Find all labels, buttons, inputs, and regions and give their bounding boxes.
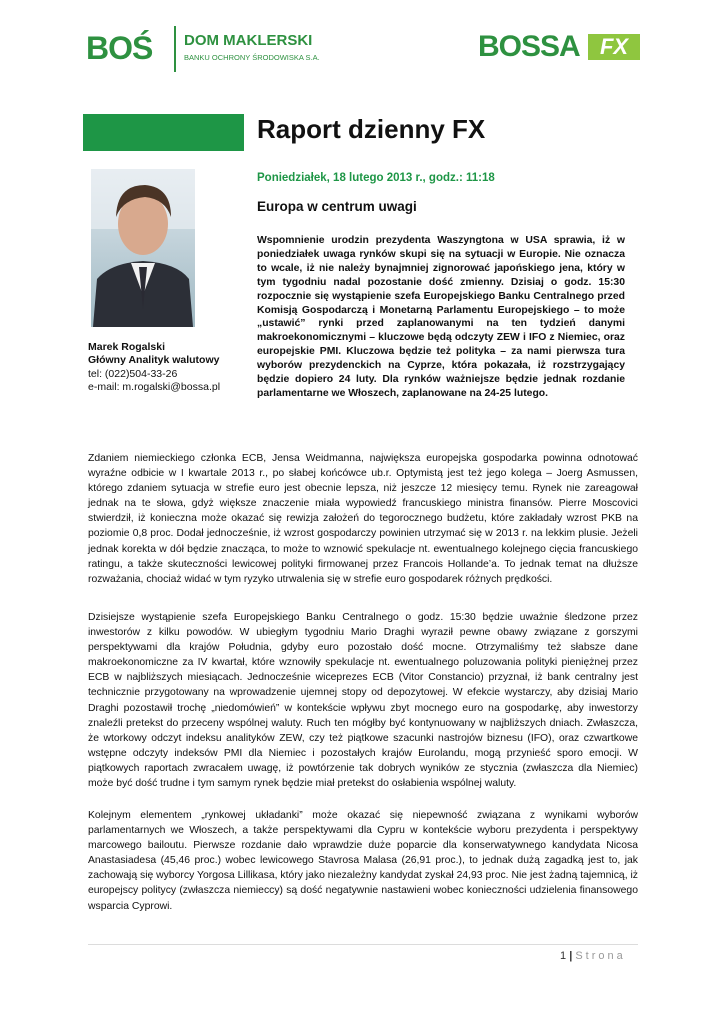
report-title: Raport dzienny FX (257, 114, 486, 144)
author-role: Główny Analityk walutowy (88, 354, 220, 367)
bossa-logo-text: BOSSA (478, 30, 580, 63)
page-number: 1 (560, 950, 567, 962)
dom-maklerski-subtitle: BANKU OCHRONY ŚRODOWISKA S.A. (184, 53, 320, 62)
analyst-photo (91, 169, 195, 327)
body-paragraph-2: Dzisiejsze wystąpienie szefa Europejskiego Banku Centralnego o godz. 15:30 będzie uważnie śledzone przez inwestorów z kilku powodów. W ubiegłym tygodniu Mario Draghi wyraził pewne obawy związane z gorszymi perspektywami dla krajów Południa, gdyby euro pozostało dość mocne. Otrzymaliśmy też słabsze dane makroekonomiczne za IV kwartał, które wznowiły spekulacje nt. ewentualnego poluzowania polityki pieniężnej przez ECB w najbliższych miesiącach. Jednocześnie wiceprezes ECB (Vitor Constancio) przyznał, iż bank centralny jest technicznie przygotowany na wprowadzenie ujemnej stopy od depozytowej. W efekcie wystarczy, aby dzisiaj Mario Draghi pozostawił trochę „niedomówień” w kontekście wpływu zbyt mocnego euro na gospodarkę, aby inwestorzy znaleźli pretekst do przeceny wspólnej waluty. Ruch ten mógłby być kontynuowany w najbliższych dniach. Zwłaszcza, że wtorkowy odczyt indeksu analityków ZEW, czy też piątkowe szacunki nastrojów biznesu (IFO), oraz czwartkowe wstępne odczyty indeksów PMI dla Niemiec i pozostałych krajów Eurolandu, mogą przynieść sporo emocji. W piątkowych raportach zwracałem uwagę, iż powtórzenie tak dobrych wyników ze stycznia (zwłaszcza dla Niemiec) może być dość trudne i tym samym rynek będzie miał pretekst do osłabienia wspólnej waluty. (88, 612, 638, 790)
author-name: Marek Rogalski (88, 341, 166, 353)
footer-separator: | (569, 950, 573, 962)
title-accent-bar (83, 114, 244, 151)
report-headline: Europa w centrum uwagi (257, 199, 417, 214)
author-info (88, 341, 238, 394)
lead-paragraph: Wspomnienie urodzin prezydenta Waszyngtona w USA sprawia, iż w poniedziałek uwaga rynków skupi się na sytuacji w Europie. Nie oznacza to wcale, iż nie należy bynajmniej zignorować japońskiego jena, który w tym tygodniu nadal pozostanie dość zmienny. Dzisiaj o godz. 15:30 rozpocznie się wystąpienie szefa Europejskiego Banku Centralnego przed Komisją Gospodarczą i Monetarną Parlamentu Europejskiego – to może „ustawić” rynki przed zaplanowanymi na ten tydzień danymi makroekonomicznymi – kluczowe będą odczyty ZEW i IFO z Niemiec, oraz europejskie PMI. Kluczowa będzie też polityka – za nami pierwsza tura wyborów prezydenckich na Cyprze, która pokazała, iż rozstrzygający będzie dopiero 24 luty. Dla rynków ważniejsze będzie jednak rozdanie parlamentarne we Włoszech, zaplanowane na 24-25 lutego. (257, 235, 625, 399)
body-paragraph-1: Zdaniem niemieckiego członka ECB, Jensa Weidmanna, największa europejska gospodarka powinna odnotować wyraźne odbicie w I kwartale 2013 r., po słabej końcówce ub.r. Optymistą jest też jego kolega – Joerg Asmussen, którego zdaniem sytuacja w strefie euro jest obecnie lepsza, niż jeszcze 12 miesięcy temu. Rynek nie zareagował jednak na te słowa, gdyż większe znaczenie miała wypowiedź francuskiego ministra finansów. Pierre Moscovici stwierdził, iż konieczna może okazać się rewizja założeń do tegorocznego budżetu, które zakładały wzrost PKB na poziomie 0,8 proc. Dodał jednocześnie, iż wzrost gospodarczy powinien utrzymać się w 2013 r. na lekkim plusie. Jeżeli jednak korekta w dół będzie znacząca, to może to wznowić spekulacje nt. ewentualnego kolejnego cięcia francuskiego ratingu, a także skuteczności lewicowej polityki firmowanej przez Francois Hollande’a. To jednak temat na dłuższe rozważania, chociaż widać w tym ryzyko utrwalenia się w strefie euro gospodarek różnych prędkości. (88, 453, 638, 585)
page-footer (560, 950, 626, 962)
author-email[interactable]: e-mail: m.rogalski@bossa.pl (88, 380, 221, 393)
bos-dom-maklerski-logo (86, 26, 336, 72)
footer-divider (88, 944, 638, 945)
report-date: Poniedziałek, 18 lutego 2013 r., godz.: 11:18 (257, 172, 495, 184)
logo-divider (174, 26, 176, 72)
bossa-fx-logo (478, 30, 643, 70)
author-phone: tel: (022)504-33-26 (88, 367, 178, 380)
bos-logo-text: BOŚ (86, 30, 153, 66)
fx-logo-text: FX (588, 34, 640, 60)
page-label: Strona (575, 950, 626, 962)
dom-maklerski-title: DOM MAKLERSKI (184, 32, 313, 49)
body-paragraph-3: Kolejnym elementem „rynkowej układanki” może okazać się niepewność związana z wynikami wyborów parlamentarnych we Włoszech, a także perspektywami dla Cypru w kontekście wyboru prezydenta i perspektywy marcowego bailoutu. Pierwsze rozdanie dało wprawdzie duże poparcie dla konserwatywnego kandydata Nicosa Anastasiadesa (45,46 proc.) wobec lewicowego Stavrosa Malasa (26,91 proc.), to jednak dużą zagadką jest to, jak zachowają się wyborcy Yorgosa Lillikasa, który jako niezależny kandydat zyskał 24,93 proc. Nie jest żadną tajemnicą, iż europejscy politycy (zwłaszcza niemieccy) są dość negatywnie nastawieni wobec konieczności udzielenia finansowego wsparcia Cyprowi. (88, 810, 638, 912)
